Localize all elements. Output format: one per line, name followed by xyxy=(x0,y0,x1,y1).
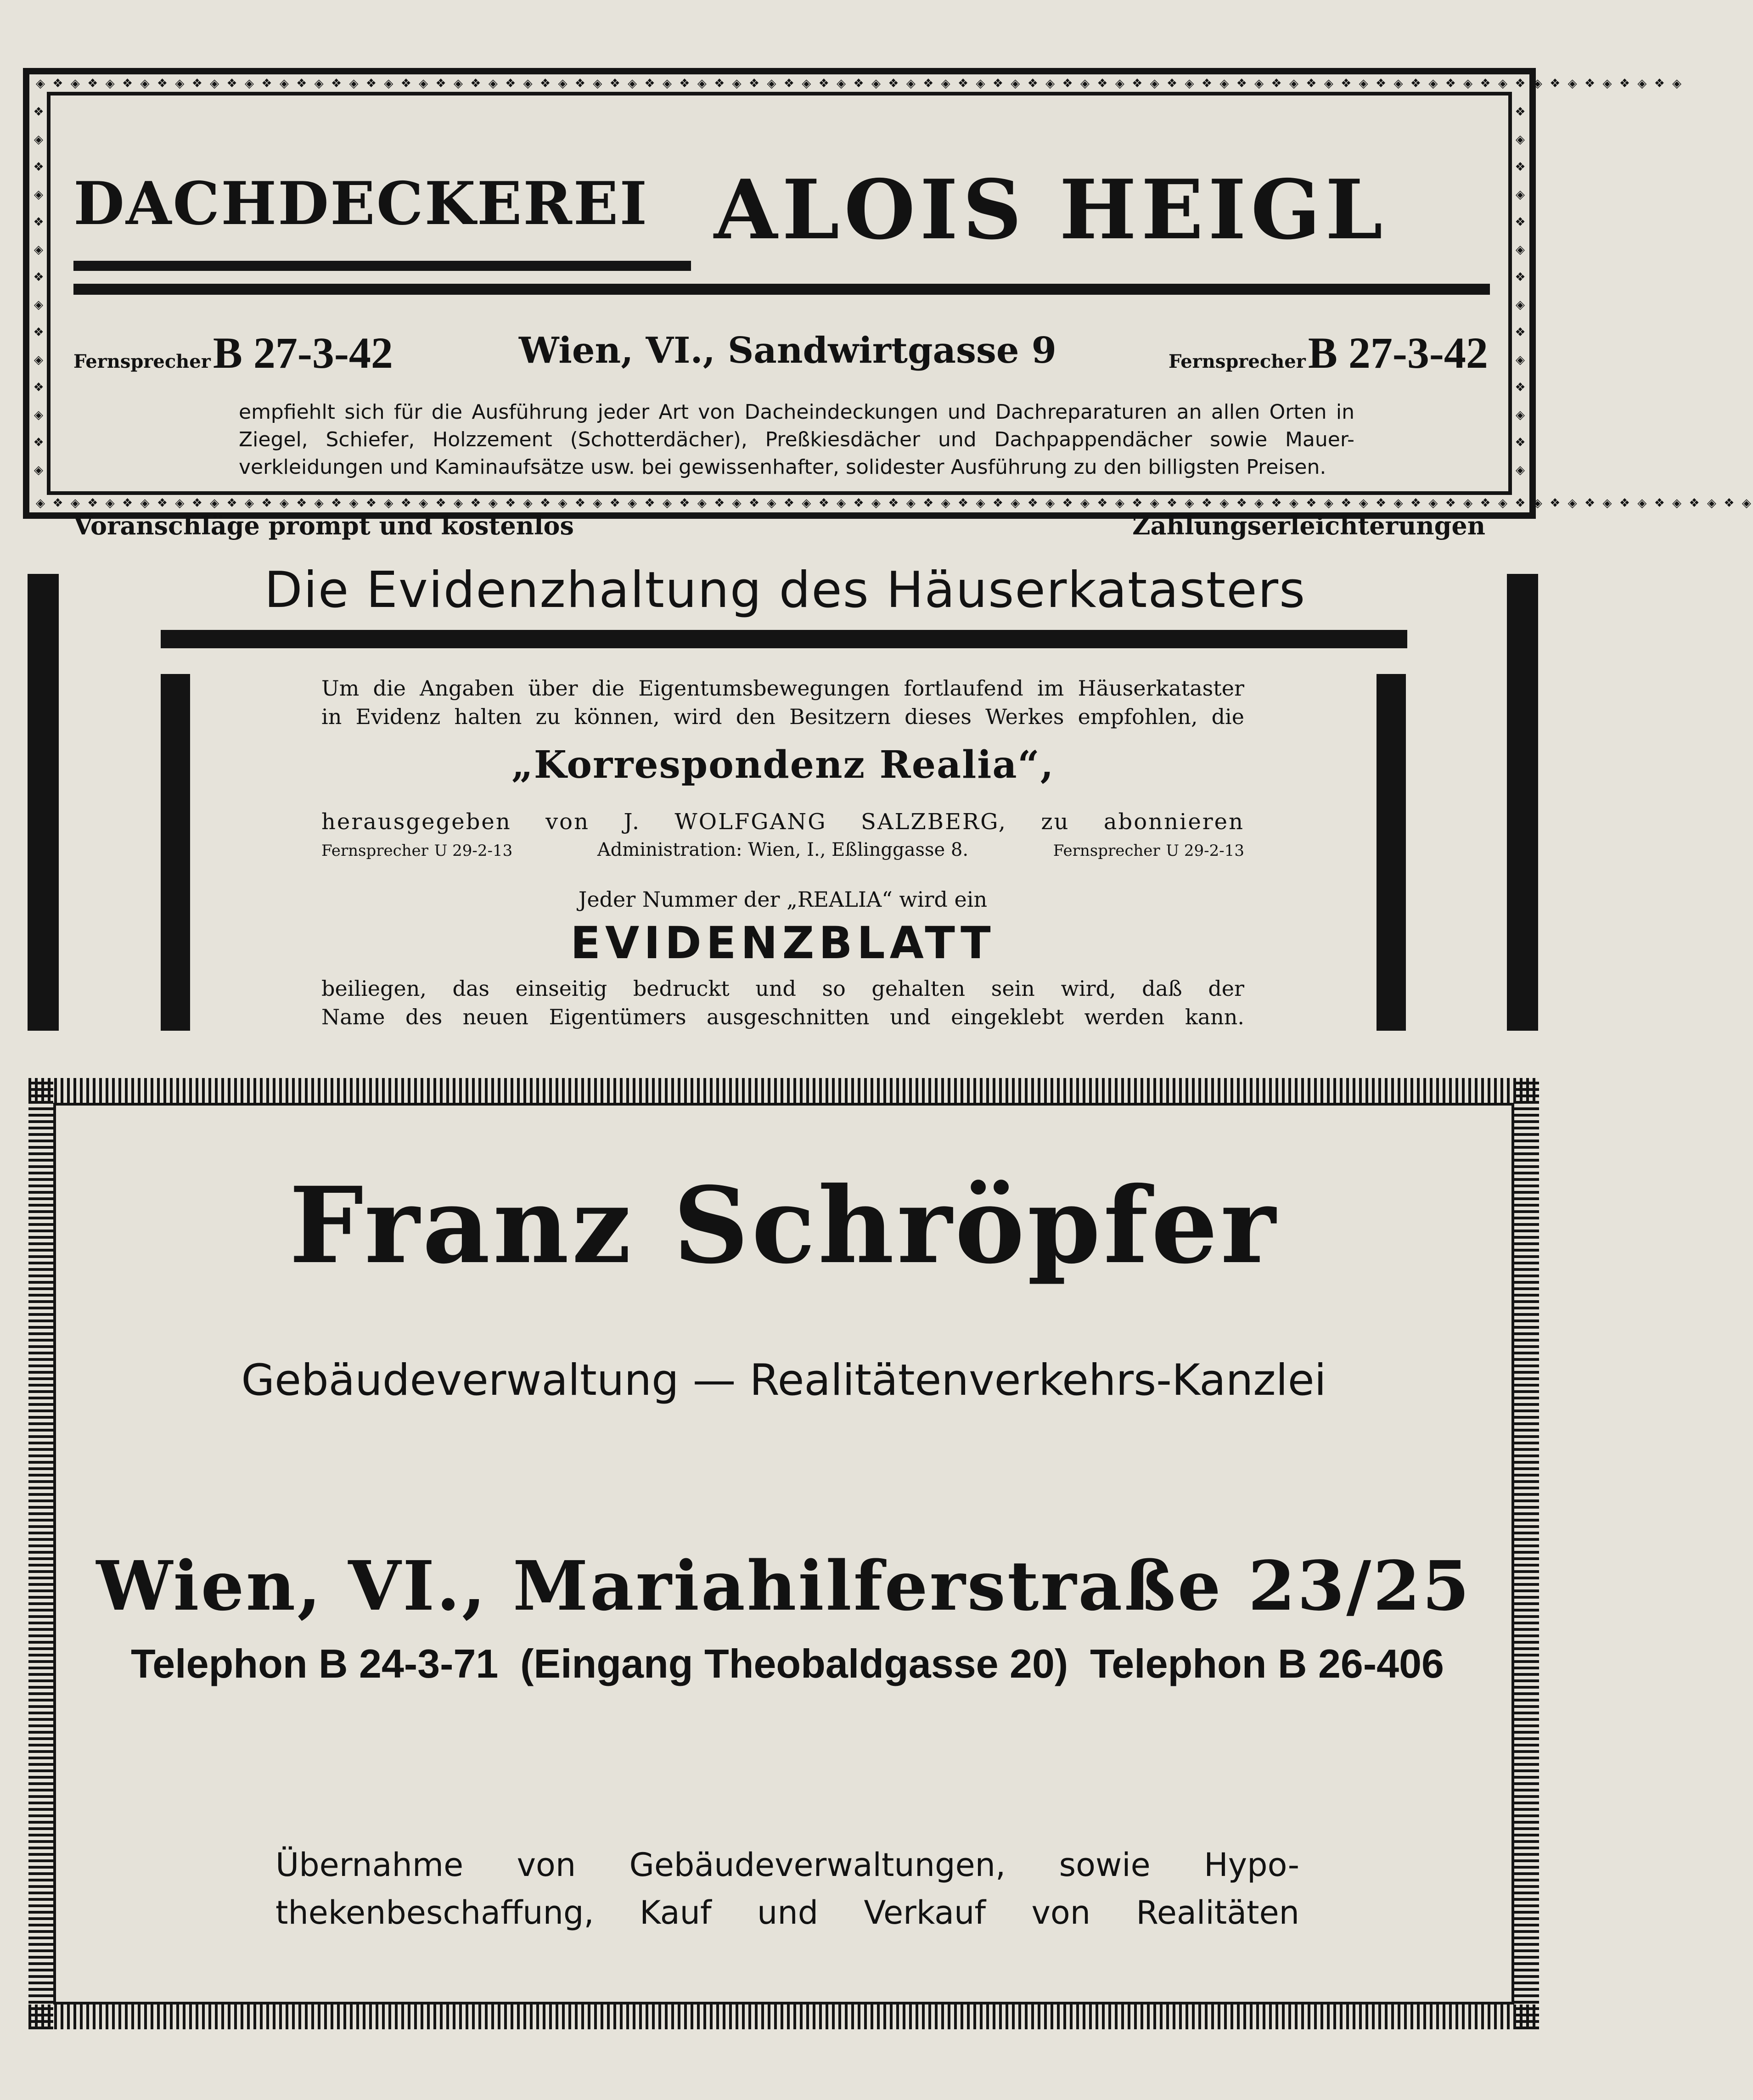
phone-left xyxy=(73,327,393,378)
outer-bar-left xyxy=(28,574,59,1031)
closing-line: Name des neuen Eigentümers ausgeschnitten und eingeklebt werden kann. xyxy=(321,1005,1244,1029)
heading-rule-long xyxy=(73,284,1490,295)
footer-left: Voranschläge prompt und kostenlos xyxy=(73,511,574,540)
ornament-border-bottom: ◈ ❖ ◈ ❖ ◈ ❖ ◈ ❖ ◈ ❖ ◈ ❖ ◈ ❖ ◈ ❖ ◈ ❖ ◈ ❖ ◈ ❖ ◈ ❖ ◈ ❖ ◈ ❖ ◈ ❖ ◈ ❖ ◈ ❖ ◈ ❖ ◈ ❖ ◈ ❖ ◈ ❖ ◈ ❖ ◈ ❖ ◈ ❖ ◈ ❖ ◈ ❖ ◈ ❖ ◈ ❖ ◈ ❖ ◈ ❖ ◈ ❖ ◈ ❖ ◈ ❖ ◈ ❖ ◈ ❖ ◈ ❖ ◈ ❖ ◈ ❖ ◈ ❖ ◈ ❖ ◈ ❖ ◈ ❖ ◈ ❖ ◈ ❖ ◈ ❖ ◈ ❖ ◈ ❖ ◈ ❖ ◈ ❖ ◈ xyxy=(36,496,1753,510)
services-line: thekenbeschaffung, Kauf und Verkauf von Realitäten xyxy=(275,1894,1299,1932)
publisher-line: herausgegeben von J. WOLFGANG SALZBERG, zu abonnieren xyxy=(321,809,1244,835)
description-line: empfiehlt sich für die Ausführung jeder Art von Dacheindeckungen und Dachreparaturen an allen Orten in xyxy=(239,400,1354,424)
admin-phone-right: Fernsprecher U 29-2-13 xyxy=(1053,842,1244,860)
jeder-nummer-line: Jeder Nummer der „REALIA“ wird ein xyxy=(578,887,988,912)
ad-dachdeckerei-content xyxy=(23,68,1753,540)
phone-right xyxy=(1169,327,1488,378)
evidenzblatt-heading: EVIDENZBLATT xyxy=(570,917,995,969)
outer-bar-right xyxy=(1507,574,1538,1031)
ornament-border-right: ❖◈❖◈❖◈❖◈❖◈❖◈❖◈ xyxy=(1515,105,1526,477)
phone-number: B 27-3-42 xyxy=(213,328,393,377)
description-line: verkleidungen und Kaminaufsätze usw. bei gewissenhafter, solidester Ausführung zu den billigsten Preisen. xyxy=(239,455,1326,479)
company-address: Wien, VI., Sandwirtgasse 9 xyxy=(519,330,1056,371)
phone-label: Fernsprecher xyxy=(73,351,211,372)
evidenz-intro xyxy=(321,674,1244,731)
company-address: Wien, VI., Mariahilferstraße 23/25 xyxy=(96,1546,1472,1626)
heading-rule xyxy=(73,261,691,271)
title-rule xyxy=(161,630,1407,648)
evidenz-closing xyxy=(321,974,1244,1031)
service-description xyxy=(239,399,1354,481)
telephone-2: Telephon B 26-406 xyxy=(1090,1641,1444,1686)
company-name: ALOIS HEIGL xyxy=(714,162,1388,258)
company-subtitle: Gebäudeverwaltung — Realitätenverkehrs-Kanzlei xyxy=(241,1355,1326,1405)
footer-right: Zahlungserleichterungen xyxy=(1132,511,1485,540)
telephone-1: Telephon B 24-3-71 xyxy=(131,1641,499,1686)
intro-line: Um die Angaben über die Eigentumsbewegungen fortlaufend im Häuserkataster xyxy=(321,676,1244,701)
publication-name: „Korrespondenz Realia“, xyxy=(511,743,1055,787)
company-name: Franz Schröpfer xyxy=(289,1164,1279,1287)
entrance-note: (Eingang Theobaldgasse 20) xyxy=(520,1641,1068,1686)
trade-heading: DACHDECKEREI xyxy=(73,169,649,238)
ornament-border-left: ❖◈❖◈❖◈❖◈❖◈❖◈❖◈ xyxy=(33,105,44,477)
phone-label: Fernsprecher xyxy=(1169,351,1306,372)
administration-line xyxy=(321,839,1244,860)
inner-bar-left xyxy=(161,674,190,1031)
phone-number: B 27-3-42 xyxy=(1308,328,1488,377)
closing-line: beiliegen, das einseitig bedruckt und so gehalten sein wird, daß der xyxy=(321,976,1244,1001)
telephone-line xyxy=(131,1641,1444,1686)
admin-phone-left: Fernsprecher U 29-2-13 xyxy=(321,842,513,860)
admin-address: Administration: Wien, I., Eßlinggasse 8. xyxy=(597,839,969,860)
inner-bar-right xyxy=(1377,674,1406,1031)
description-line: Ziegel, Schiefer, Holzzement (Schotterdächer), Preßkiesdächer und Dachpappendächer sowie Mauer- xyxy=(239,428,1354,451)
services-text xyxy=(275,1841,1299,1937)
evidenz-title: Die Evidenzhaltung des Häuserkatasters xyxy=(264,561,1306,619)
intro-line: in Evidenz halten zu können, wird den Besitzern dieses Werkes empfohlen, die xyxy=(321,704,1244,729)
services-line: Übernahme von Gebäudeverwaltungen, sowie Hypo- xyxy=(275,1846,1299,1884)
ornament-border-top: ◈ ❖ ◈ ❖ ◈ ❖ ◈ ❖ ◈ ❖ ◈ ❖ ◈ ❖ ◈ ❖ ◈ ❖ ◈ ❖ ◈ ❖ ◈ ❖ ◈ ❖ ◈ ❖ ◈ ❖ ◈ ❖ ◈ ❖ ◈ ❖ ◈ ❖ ◈ ❖ ◈ ❖ ◈ ❖ ◈ ❖ ◈ ❖ ◈ ❖ ◈ ❖ ◈ ❖ ◈ ❖ ◈ ❖ ◈ ❖ ◈ ❖ ◈ ❖ ◈ ❖ ◈ ❖ ◈ ❖ ◈ ❖ ◈ ❖ ◈ ❖ ◈ ❖ ◈ ❖ ◈ ❖ ◈ ❖ ◈ ❖ ◈ ❖ ◈ ❖ ◈ ❖ ◈ ❖ ◈ xyxy=(36,77,1684,90)
